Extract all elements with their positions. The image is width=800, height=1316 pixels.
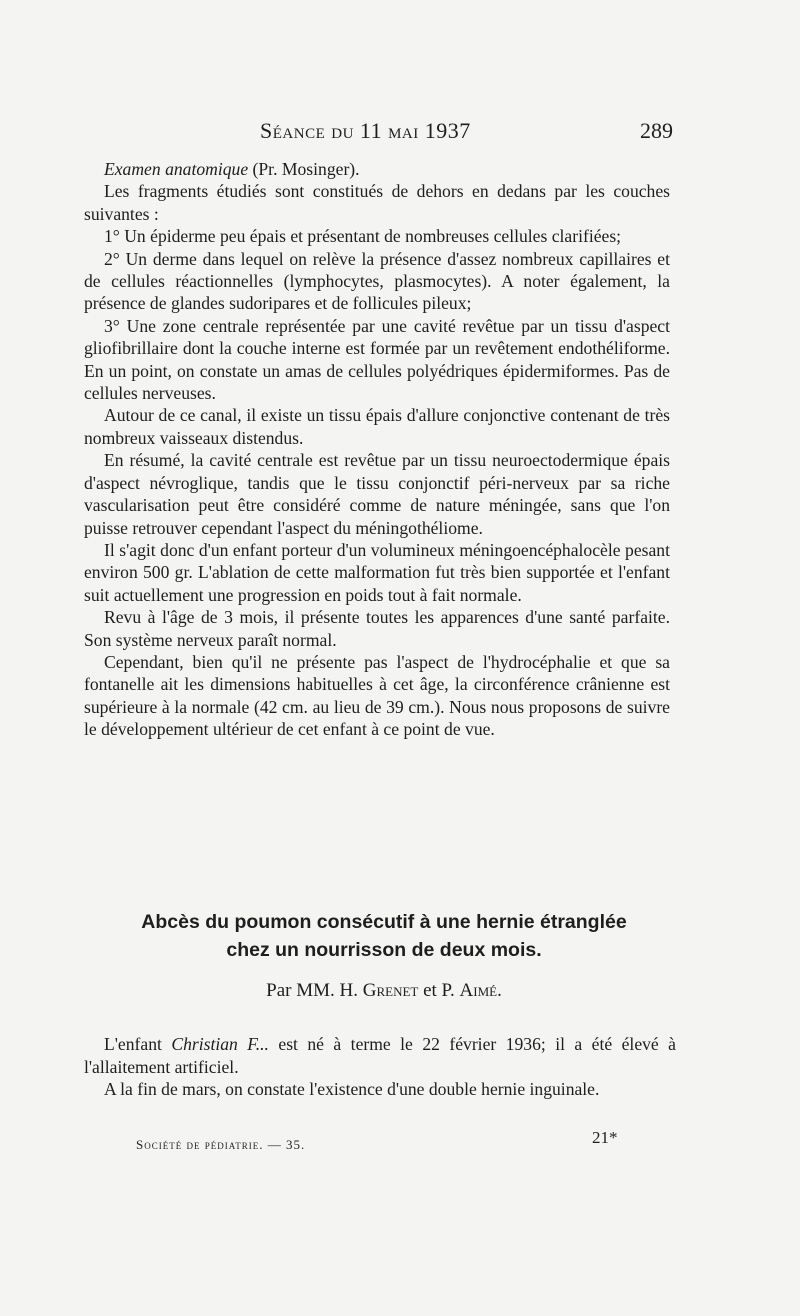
paragraph: L'enfant Christian F... est né à terme le 22 février 1936; il a été élevé à l'allaitement artificiel.: [84, 1034, 676, 1077]
paragraph: 3° Une zone centrale représentée par une cavité revêtue par un tissu d'aspect gliofibrillaire dont la couche interne est formée par un revêtement endothéliforme. En un point, on constate un amas de cellules polyédriques épidermiformes. Pas de cellules nerveuses.: [84, 315, 670, 404]
paragraph: En résumé, la cavité centrale est revêtue par un tissu neuroectodermique épais d'aspect névroglique, tandis que le tissu conjonctif péri-nerveux par sa riche vascularisation peut être considéré comme de nature méningée, sans que l'on puisse retrouver cependant l'aspect du méningothéliome.: [84, 450, 670, 538]
author-name: Aimé: [459, 980, 498, 1001]
paragraph: Les fragments étudiés sont constitués de dehors en dedans par les couches suivantes :: [84, 181, 670, 224]
article-title: Abcès du poumon consécutif à une hernie étranglée chez un nourrisson de deux mois.: [141, 911, 627, 961]
section-heading: Examen anatomique (Pr. Mosinger).: [104, 159, 360, 179]
section-anatomical-exam: [84, 158, 670, 741]
paragraph: 1° Un épiderme peu épais et présentant de nombreuses cellules clarifiées;: [104, 226, 622, 247]
author-name: Grenet: [362, 980, 419, 1001]
paragraph: 2° Un derme dans lequel on relève la présence d'assez nombreux capillaires et de cellules réactionnelles (lymphocytes, plasmocytes). A noter également, la présence de glandes sudoripares et de follicules pileux;: [84, 248, 670, 314]
paragraph: Cependant, bien qu'il ne présente pas l'aspect de l'hydrocéphalie et que sa fontanelle ait les dimensions habituelles à cet âge, la circonférence crânienne est supérieure à la normale (42 cm. au lieu de 39 cm.). Nous nous proposons de suivre le développement ultérieur de cet enfant à ce point de vue.: [84, 651, 670, 740]
paragraph: Revu à l'âge de 3 mois, il présente toutes les apparences d'une santé parfaite. Son système nerveux paraît normal.: [84, 607, 670, 650]
running-title: Séance du 11 mai 1937: [260, 118, 471, 143]
paragraph: A la fin de mars, on constate l'existence d'une double hernie inguinale.: [104, 1079, 600, 1100]
footer-sheet-number: 21*: [592, 1128, 618, 1147]
article-body: [84, 1033, 676, 1101]
footer-signature: Société de pédiatrie. — 35.: [136, 1137, 306, 1152]
article-byline: Par MM. H. Grenet et P. Aimé.: [266, 980, 502, 1001]
page-number: 289: [640, 118, 673, 143]
paragraph: Autour de ce canal, il existe un tissu épais d'allure conjonctive contenant de très nombreux vaisseaux distendus.: [84, 405, 670, 448]
paragraph: Il s'agit donc d'un enfant porteur d'un volumineux méningoencéphalocèle pesant environ 500 gr. L'ablation de cette malformation fut très bien supportée et l'enfant suit actuellement une progression en poids tout à fait normale.: [84, 539, 670, 605]
